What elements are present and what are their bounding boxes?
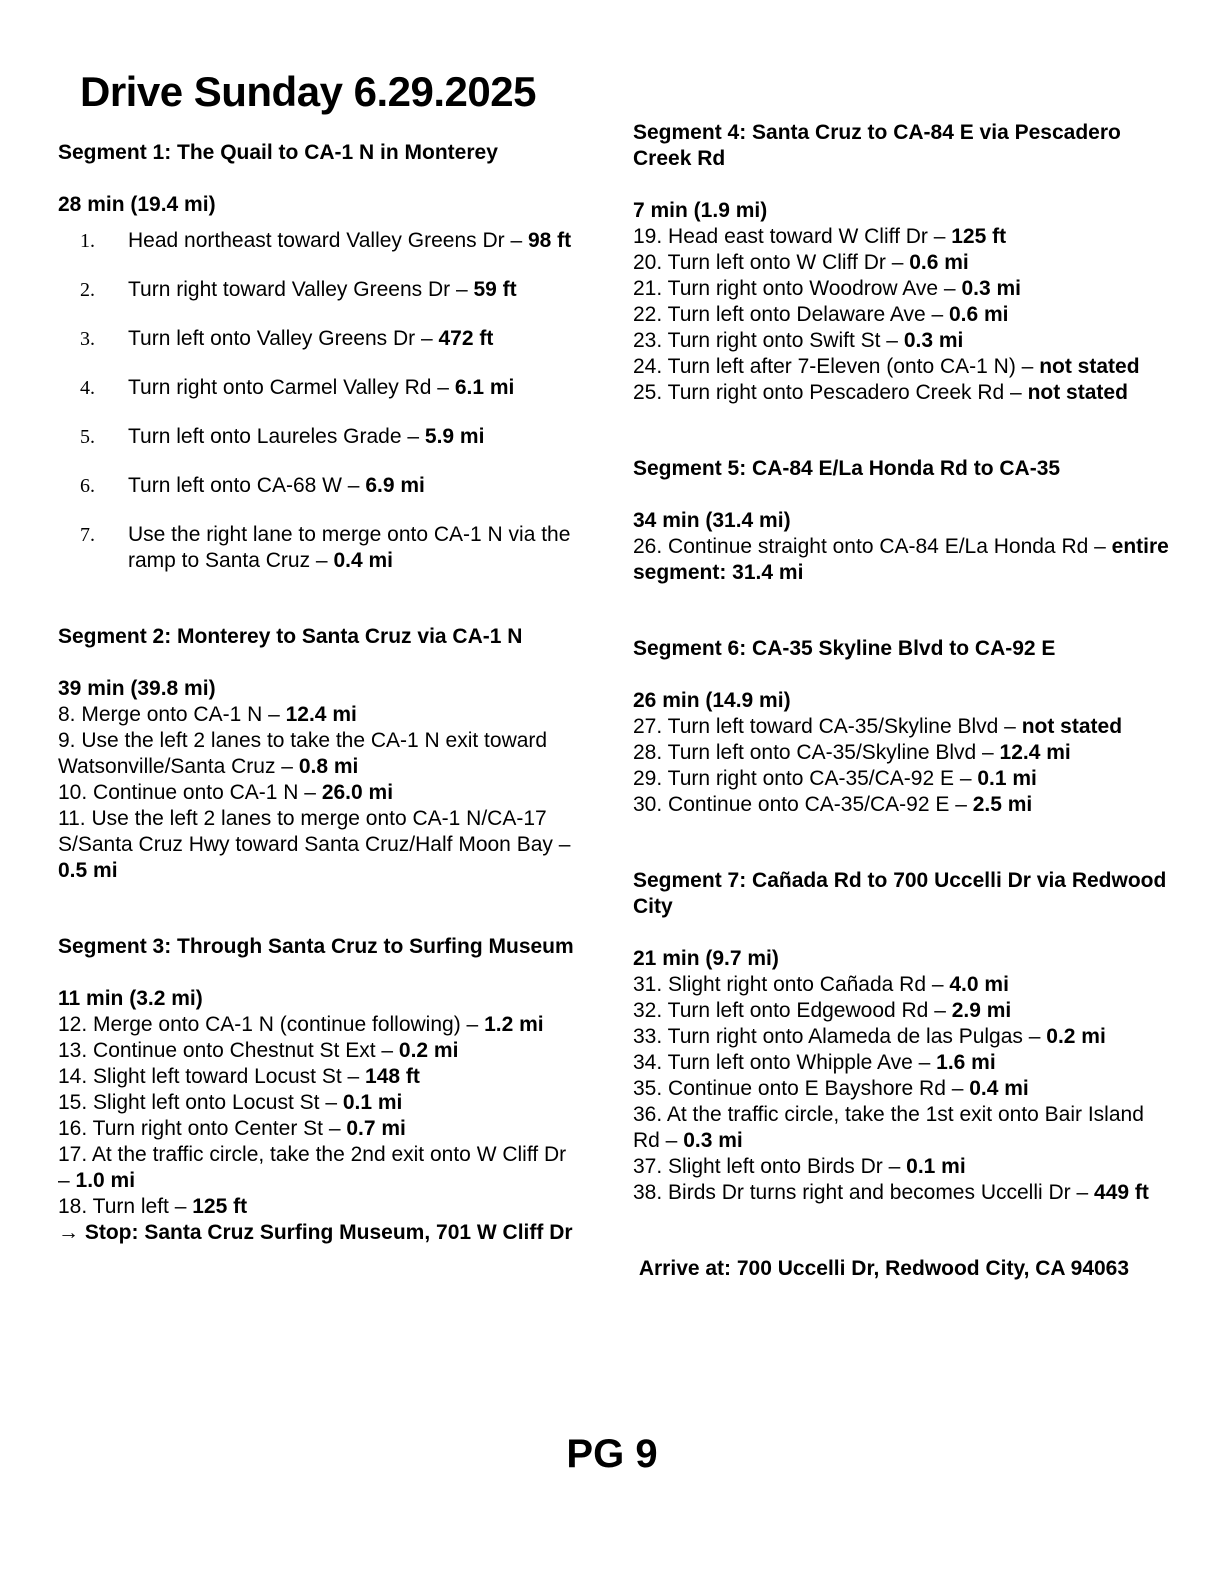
step-item: 3. Turn left onto Valley Greens Dr – 472 ft xyxy=(80,327,494,350)
segment-title: Segment 5: CA-84 E/La Honda Rd to CA-35 xyxy=(633,457,1061,480)
step-item: 14. Slight left toward Locust St – 148 ft xyxy=(58,1065,420,1088)
step-item: 9. Use the left 2 lanes to take the CA-1 N exit toward Watsonville/Santa Cruz – 0.8 mi xyxy=(58,729,548,778)
page-title: Drive Sunday 6.29.2025 xyxy=(80,68,536,115)
step-list xyxy=(58,228,578,574)
segment-title: Segment 3: Through Santa Cruz to Surfing Museum xyxy=(58,935,574,958)
step-item: 19. Head east toward W Cliff Dr – 125 ft xyxy=(633,225,1007,248)
step-item: 34. Turn left onto Whipple Ave – 1.6 mi xyxy=(633,1051,996,1074)
segment-4 xyxy=(633,120,1173,406)
segment-3 xyxy=(58,934,578,1246)
step-item: 16. Turn right onto Center St – 0.7 mi xyxy=(58,1117,406,1140)
step-item: 38. Birds Dr turns right and becomes Uccelli Dr – 449 ft xyxy=(633,1181,1149,1204)
step-item: 24. Turn left after 7-Eleven (onto CA-1 N) – not stated xyxy=(633,355,1140,378)
step-item: 28. Turn left onto CA-35/Skyline Blvd – 12.4 mi xyxy=(633,741,1071,764)
step-item: 20. Turn left onto W Cliff Dr – 0.6 mi xyxy=(633,251,969,274)
step-item: 31. Slight right onto Cañada Rd – 4.0 mi xyxy=(633,973,1009,996)
step-item: 1. Head northeast toward Valley Greens Dr – 98 ft xyxy=(80,229,572,252)
segment-time: 39 min (39.8 mi) xyxy=(58,677,216,700)
segment-title: Segment 2: Monterey to Santa Cruz via CA-1 N xyxy=(58,625,523,648)
step-item: 35. Continue onto E Bayshore Rd – 0.4 mi xyxy=(633,1077,1029,1100)
segment-title: Segment 6: CA-35 Skyline Blvd to CA-92 E xyxy=(633,637,1056,660)
step-item: 32. Turn left onto Edgewood Rd – 2.9 mi xyxy=(633,999,1012,1022)
step-item: 36. At the traffic circle, take the 1st exit onto Bair Island Rd – 0.3 mi xyxy=(633,1103,1144,1152)
segment-7 xyxy=(633,868,1173,1206)
segment-title: Segment 7: Cañada Rd to 700 Uccelli Dr via Redwood City xyxy=(633,869,1167,918)
segment-time: 21 min (9.7 mi) xyxy=(633,947,779,970)
step-item: 22. Turn left onto Delaware Ave – 0.6 mi xyxy=(633,303,1009,326)
step-item: 25. Turn right onto Pescadero Creek Rd – not stated xyxy=(633,381,1128,404)
step-item: 15. Slight left onto Locust St – 0.1 mi xyxy=(58,1091,403,1114)
step-item: 12. Merge onto CA-1 N (continue following) – 1.2 mi xyxy=(58,1013,544,1036)
step-item: 18. Turn left – 125 ft xyxy=(58,1195,248,1218)
segment-time: 11 min (3.2 mi) xyxy=(58,987,203,1010)
step-item: 10. Continue onto CA-1 N – 26.0 mi xyxy=(58,781,394,804)
left-column xyxy=(58,140,578,1296)
step-item: 29. Turn right onto CA-35/CA-92 E – 0.1 mi xyxy=(633,767,1037,790)
segment-title: Segment 4: Santa Cruz to CA-84 E via Pescadero Creek Rd xyxy=(633,121,1121,170)
segment-6 xyxy=(633,636,1173,818)
segment-time: 34 min (31.4 mi) xyxy=(633,509,791,532)
step-item: 8. Merge onto CA-1 N – 12.4 mi xyxy=(58,703,357,726)
page-number: PG 9 xyxy=(566,1432,658,1476)
segment-time: 7 min (1.9 mi) xyxy=(633,199,768,222)
segment-time: 28 min (19.4 mi) xyxy=(58,193,216,216)
arrival-address: Arrive at: 700 Uccelli Dr, Redwood City, CA 94063 xyxy=(633,1257,1130,1280)
step-item: 23. Turn right onto Swift St – 0.3 mi xyxy=(633,329,964,352)
step-item: 17. At the traffic circle, take the 2nd exit onto W Cliff Dr – 1.0 mi xyxy=(58,1143,567,1192)
segment-5 xyxy=(633,456,1173,586)
step-item: 2. Turn right toward Valley Greens Dr – 59 ft xyxy=(80,278,517,301)
segment-1 xyxy=(58,140,578,574)
segment-time: 26 min (14.9 mi) xyxy=(633,689,791,712)
step-item: 6. Turn left onto CA-68 W – 6.9 mi xyxy=(80,474,425,497)
stop-note: → Stop: Santa Cruz Surfing Museum, 701 W Cliff Dr xyxy=(58,1221,573,1244)
segment-title: Segment 1: The Quail to CA-1 N in Monterey xyxy=(58,141,498,164)
step-item: 33. Turn right onto Alameda de las Pulgas – 0.2 mi xyxy=(633,1025,1106,1048)
step-item: 26. Continue straight onto CA-84 E/La Honda Rd – entire segment: 31.4 mi xyxy=(633,535,1169,584)
step-item: 13. Continue onto Chestnut St Ext – 0.2 mi xyxy=(58,1039,459,1062)
step-item: 30. Continue onto CA-35/CA-92 E – 2.5 mi xyxy=(633,793,1033,816)
step-item: 11. Use the left 2 lanes to merge onto CA-1 N/CA-17 S/Santa Cruz Hwy toward Santa Cruz/Half Moon Bay – 0.5 mi xyxy=(58,807,571,882)
right-column xyxy=(633,120,1173,1282)
step-item: 27. Turn left toward CA-35/Skyline Blvd – not stated xyxy=(633,715,1123,738)
segment-2 xyxy=(58,624,578,884)
step-item: 37. Slight left onto Birds Dr – 0.1 mi xyxy=(633,1155,966,1178)
step-item: 5. Turn left onto Laureles Grade – 5.9 mi xyxy=(80,425,485,448)
step-item: 21. Turn right onto Woodrow Ave – 0.3 mi xyxy=(633,277,1021,300)
step-item: 4. Turn right onto Carmel Valley Rd – 6.1 mi xyxy=(80,376,515,399)
step-item: 7. Use the right lane to merge onto CA-1 N via the ramp to Santa Cruz – 0.4 mi xyxy=(80,523,571,572)
